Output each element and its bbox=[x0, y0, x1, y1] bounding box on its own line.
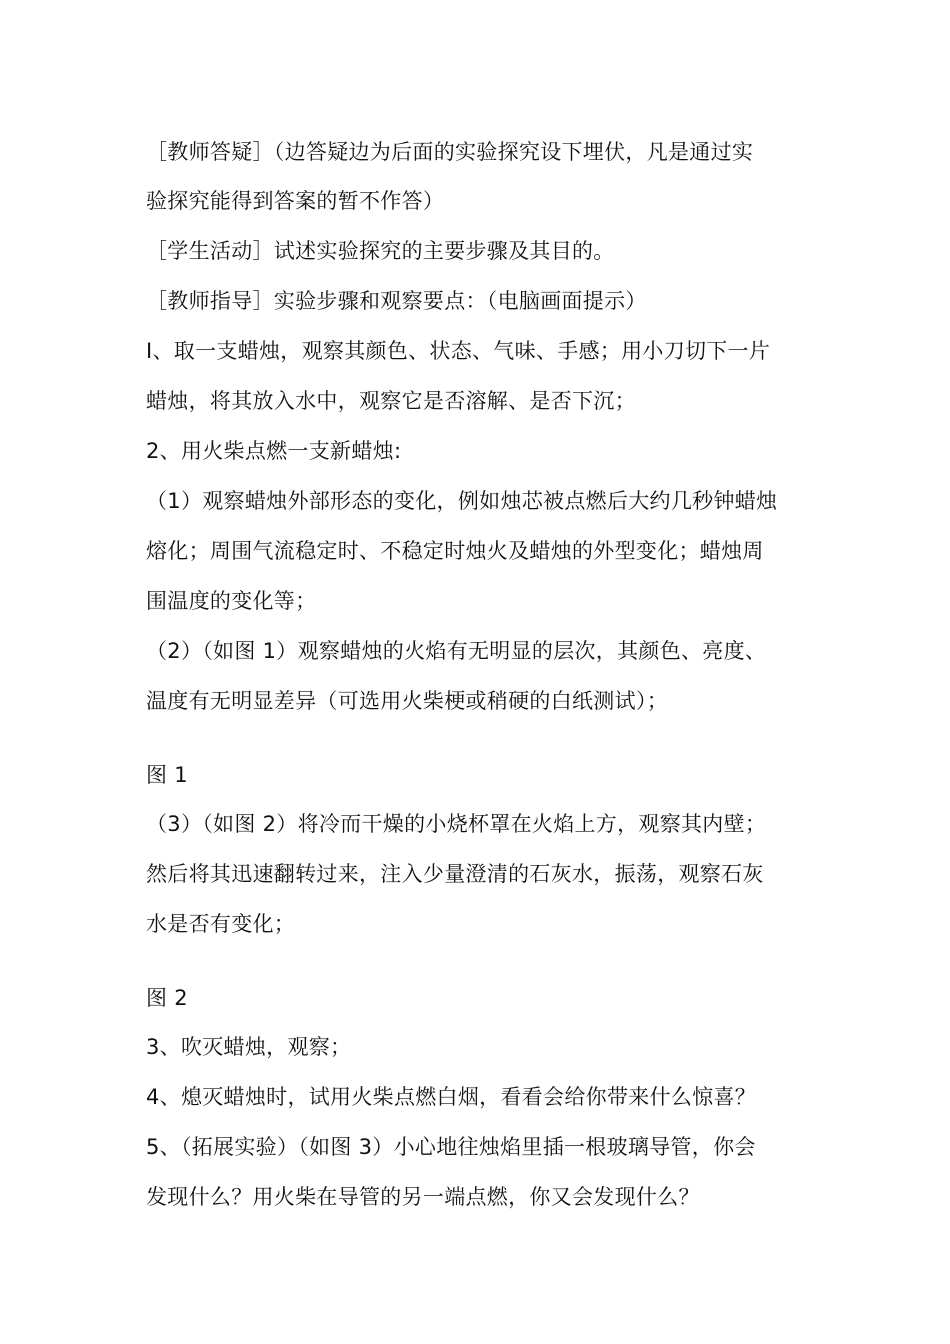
teacher-qa-line-2: 验探究能得到答案的暂不作答） bbox=[146, 189, 445, 213]
step-2-2-line-1: （2）（如图 1）观察蜡烛的火焰有无明显的层次，其颜色、亮度、 bbox=[146, 639, 767, 663]
step-4-line: 4、熄灭蜡烛时，试用火柴点燃白烟，看看会给你带来什么惊喜？ bbox=[146, 1085, 757, 1109]
teacher-qa-line-1: ［教师答疑］（边答疑边为后面的实验探究设下埋伏，凡是通过实 bbox=[146, 140, 754, 164]
step-2-3-line-3: 水是否有变化； bbox=[146, 912, 296, 936]
step-2-3-line-2: 然后将其迅速翻转过来，注入少量澄清的石灰水，振荡，观察石灰 bbox=[146, 862, 764, 886]
step-3-line: 3、吹灭蜡烛，观察； bbox=[146, 1035, 352, 1059]
step-1-line-1: Ⅰ、取一支蜡烛，观察其颜色、状态、气味、手感；用小刀切下一片 bbox=[146, 339, 771, 363]
step-2-2-line-2: 温度有无明显差异（可选用火柴梗或稍硬的白纸测试）； bbox=[146, 689, 668, 713]
figure-2-caption: 图 2 bbox=[146, 986, 188, 1010]
step-2-1-line-1: （1）观察蜡烛外部形态的变化，例如烛芯被点燃后大约几秒钟蜡烛 bbox=[146, 489, 778, 513]
step-1-line-2: 蜡烛，将其放入水中，观察它是否溶解、是否下沉； bbox=[146, 389, 636, 413]
student-activity-line: ［学生活动］试述实验探究的主要步骤及其目的。 bbox=[146, 239, 615, 263]
step-2-3-line-1: （3）（如图 2）将冷而干燥的小烧杯罩在火焰上方，观察其内壁； bbox=[146, 812, 767, 836]
step-2-1-line-3: 围温度的变化等； bbox=[146, 589, 317, 613]
step-2-1-line-2: 熔化；周围气流稳定时、不稳定时烛火及蜡烛的外型变化；蜡烛周 bbox=[146, 539, 764, 563]
step-2-heading: 2、用火柴点燃一支新蜡烛: bbox=[146, 439, 402, 463]
step-5-line-2: 发现什么？用火柴在导管的另一端点燃，你又会发现什么？ bbox=[146, 1185, 700, 1209]
step-5-line-1: 5、（拓展实验）（如图 3）小心地往烛焰里插一根玻璃导管，你会 bbox=[146, 1135, 756, 1159]
figure-1-caption: 图 1 bbox=[146, 763, 188, 787]
teacher-guide-line: ［教师指导］实验步骤和观察要点：（电脑画面提示） bbox=[146, 289, 647, 313]
